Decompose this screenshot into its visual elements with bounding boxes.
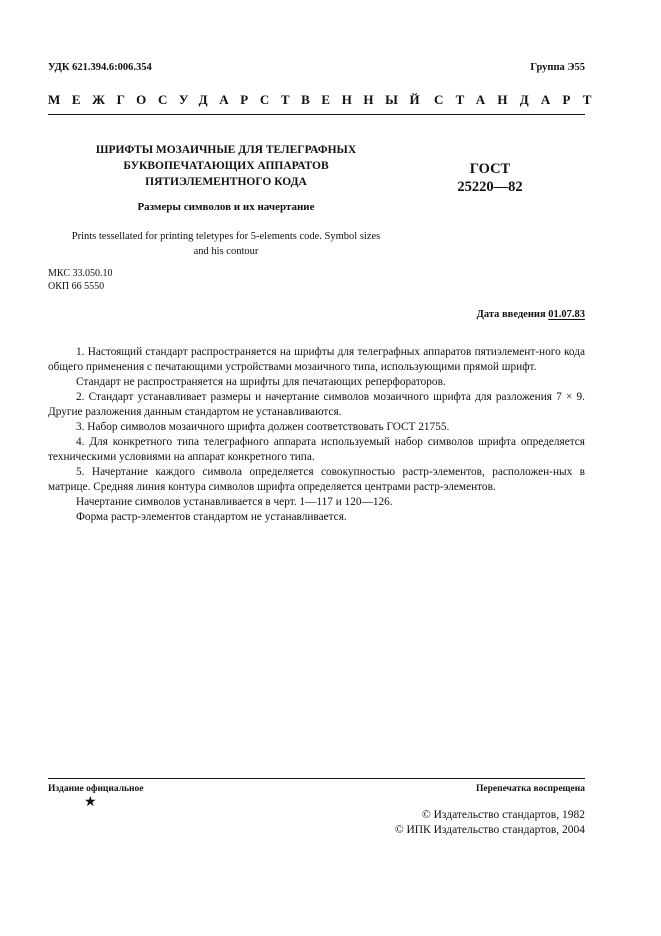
effective-date <box>477 309 585 320</box>
paragraph: Форма растр-элементов стандартом не устанавливается. <box>76 511 347 523</box>
star-icon: ★ <box>84 795 97 810</box>
copyright-line: © ИПК Издательство стандартов, 2004 <box>394 824 585 836</box>
mks-code: МКС 33.050.10 <box>48 268 113 279</box>
english-title-line: Prints tessellated for printing teletypes for 5-elements code. Symbol sizes <box>71 231 381 242</box>
paragraph: 2. Стандарт устанавливает размеры и начертание символов мозаичного шрифта для разложения 7 × 9. Другие разложения данным стандартом не устанавливаются. <box>48 391 585 418</box>
paragraph: Начертание символов устанавливается в черт. 1—117 и 120—126. <box>76 496 393 508</box>
gost-label: ГОСТ <box>469 161 511 177</box>
effective-date-value: 01.07.83 <box>548 309 585 320</box>
title-line: ПЯТИЭЛЕМЕНТНОГО КОДА <box>145 176 307 188</box>
effective-date-label: Дата введения <box>476 309 546 320</box>
group-code: Группа Э55 <box>530 62 585 73</box>
banner-standard: СТАНДАРТ <box>434 92 604 107</box>
gost-number: 25220—82 <box>457 179 523 195</box>
reprint-prohibited-label: Перепечатка воспрещена <box>475 784 585 794</box>
english-title <box>48 229 404 259</box>
title-line: ШРИФТЫ МОЗАИЧНЫЕ ДЛЯ ТЕЛЕГРАФНЫХ <box>95 144 357 156</box>
document-body <box>48 345 585 525</box>
document-title <box>48 142 404 190</box>
classification-codes <box>48 268 112 293</box>
copyright-line: © Издательство стандартов, 1982 <box>421 809 585 821</box>
footer-divider <box>48 778 585 779</box>
document-subtitle: Размеры символов и их начертание <box>137 201 315 213</box>
paragraph: Стандарт не распространяется на шрифты для печатающих реперфораторов. <box>76 376 446 388</box>
okp-code: ОКП 66 5550 <box>48 280 105 292</box>
english-title-line: and his contour <box>193 246 259 257</box>
paragraph: 3. Набор символов мозаичного шрифта должен соответствовать ГОСТ 21755. <box>76 421 450 433</box>
gost-designation <box>452 160 528 196</box>
banner-interstate: МЕЖГОСУДАРСТВЕННЫЙ <box>48 92 432 107</box>
paragraph: 5. Начертание каждого символа определяется совокупностью растр-элементов, расположен-ных в матрице. Средняя линия контура символов шрифта определяется центрами растр-элементов. <box>48 466 585 493</box>
header-divider <box>48 114 585 115</box>
copyright-block <box>395 808 585 838</box>
paragraph: 4. Для конкретного типа телеграфного аппарата используемый набор символов шрифта определяется техническими условиями на аппарат конкретного типа. <box>48 436 585 463</box>
udk-code: УДК 621.394.6:006.354 <box>48 62 152 73</box>
official-edition-label: Издание официальное <box>48 784 144 794</box>
paragraph: 1. Настоящий стандарт распространяется на шрифты для телеграфных аппаратов пятиэлемент-ного кода общего применения с печатающими устройствами мозаичного типа, использующими прямой шрифт. <box>48 346 585 373</box>
title-line: БУКВОПЕЧАТАЮЩИХ АППАРАТОВ <box>123 160 329 172</box>
